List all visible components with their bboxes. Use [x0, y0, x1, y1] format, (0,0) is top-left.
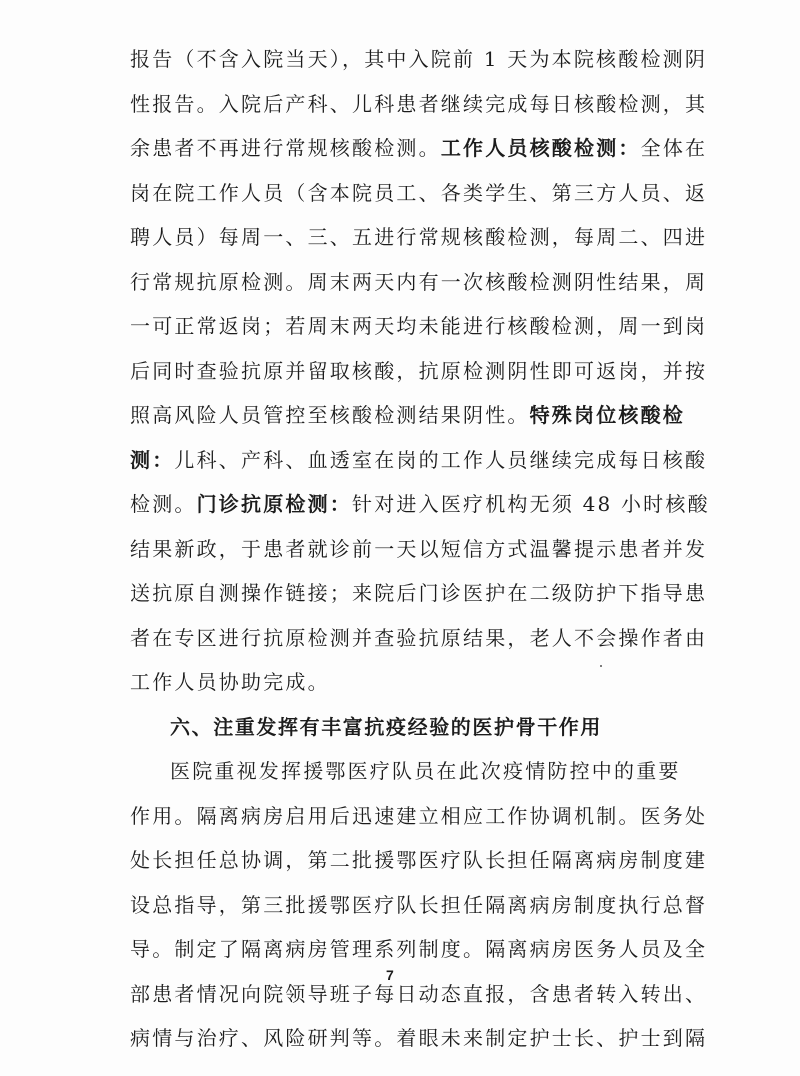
body-line-14: [130, 626, 707, 650]
section-heading: 六、注重发挥有丰富抗疫经验的医护骨干作用: [170, 714, 602, 739]
line-text: 针对进入医疗机构无须 48 小时核酸: [352, 492, 710, 516]
body-line-12: [130, 537, 707, 561]
line-text: 结果新政，于患者就诊前一天以短信方式温馨提示患者并发: [130, 536, 708, 561]
bold-heading-outpatient-antigen-test: 门诊抗原检测：: [196, 492, 353, 516]
paragraph2-line-1: 医院重视发挥援鄂医疗队员在此次疫情防控中的重要: [170, 759, 681, 783]
paragraph2-line-4: 设总指导，第三批援鄂医疗队长担任隔离病房制度执行总督: [130, 892, 708, 917]
line-text: 儿科、产科、血透室在岗的工作人员继续完成每日核酸: [174, 447, 708, 472]
body-line-10: [130, 448, 707, 472]
line-text: 一可正常返岗；若周末两天均未能进行核酸检测，周一到岗: [130, 314, 708, 338]
line-text: 后同时查验抗原并留取核酸，抗原检测阴性即可返岗，并按: [130, 358, 708, 383]
scan-speck: [600, 665, 602, 667]
line-text: 报告（不含入院当天），其中入院前 1 天为本院核酸检测阴: [130, 47, 708, 71]
body-line-9: [130, 403, 685, 427]
body-line-13: [130, 581, 707, 605]
paragraph2-line-5: 导。制定了隔离病房管理系列制度。隔离病房医务人员及全: [130, 937, 708, 961]
body-line-5: [130, 225, 707, 249]
body-line-7: [130, 314, 707, 338]
line-text: 余患者不再进行常规核酸检测。: [130, 136, 441, 160]
body-line-4: [130, 181, 707, 205]
line-text: 检测。: [130, 492, 197, 516]
bold-heading-staff-nucleic-test: 工作人员核酸检测：: [440, 136, 641, 160]
body-line-2: [130, 92, 707, 116]
body-line-8: [130, 359, 707, 383]
paragraph2-line-2: 作用。隔离病房启用后迅速建立相应工作协调机制。医务处: [130, 803, 708, 828]
line-text: 全体在: [640, 136, 708, 160]
body-line-6: [130, 270, 707, 294]
paragraph2-line-3: 处长担任总协调，第二批援鄂医疗队长担任隔离病房制度建: [130, 848, 708, 872]
line-text: 工作人员协助完成。: [130, 670, 330, 694]
line-text: 性报告。入院后产科、儿科患者继续完成每日核酸检测，其: [130, 91, 708, 116]
bold-heading-special-post-test-cont: 测：: [130, 447, 175, 472]
page-number: 7: [386, 967, 394, 983]
body-line-1: [130, 47, 707, 71]
line-text: 送抗原自测操作链接；来院后门诊医护在二级防护下指导患: [130, 581, 708, 605]
line-text: 照高风险人员管控至核酸检测结果阴性。: [130, 403, 530, 427]
paragraph2-line-7: 病情与治疗、风险研判等。着眼未来制定护士长、护士到隔: [130, 1026, 708, 1050]
line-text: 岗在院工作人员（含本院员工、各类学生、第三方人员、返: [130, 180, 708, 205]
body-line-3: [130, 136, 707, 160]
body-line-15: [130, 670, 330, 694]
line-text: 者在专区进行抗原检测并查验抗原结果，老人不会操作者由: [130, 625, 708, 650]
body-line-11: [130, 492, 710, 516]
paragraph2-line-6: 部患者情况向院领导班子每日动态直报，含患者转入转出、: [130, 981, 708, 1006]
line-text: 聘人员）每周一、三、五进行常规核酸检测，每周二、四进: [130, 225, 708, 249]
line-text: 行常规抗原检测。周末两天内有一次核酸检测阴性结果，周: [130, 269, 708, 294]
bold-heading-special-post-test: 特殊岗位核酸检: [529, 403, 686, 427]
